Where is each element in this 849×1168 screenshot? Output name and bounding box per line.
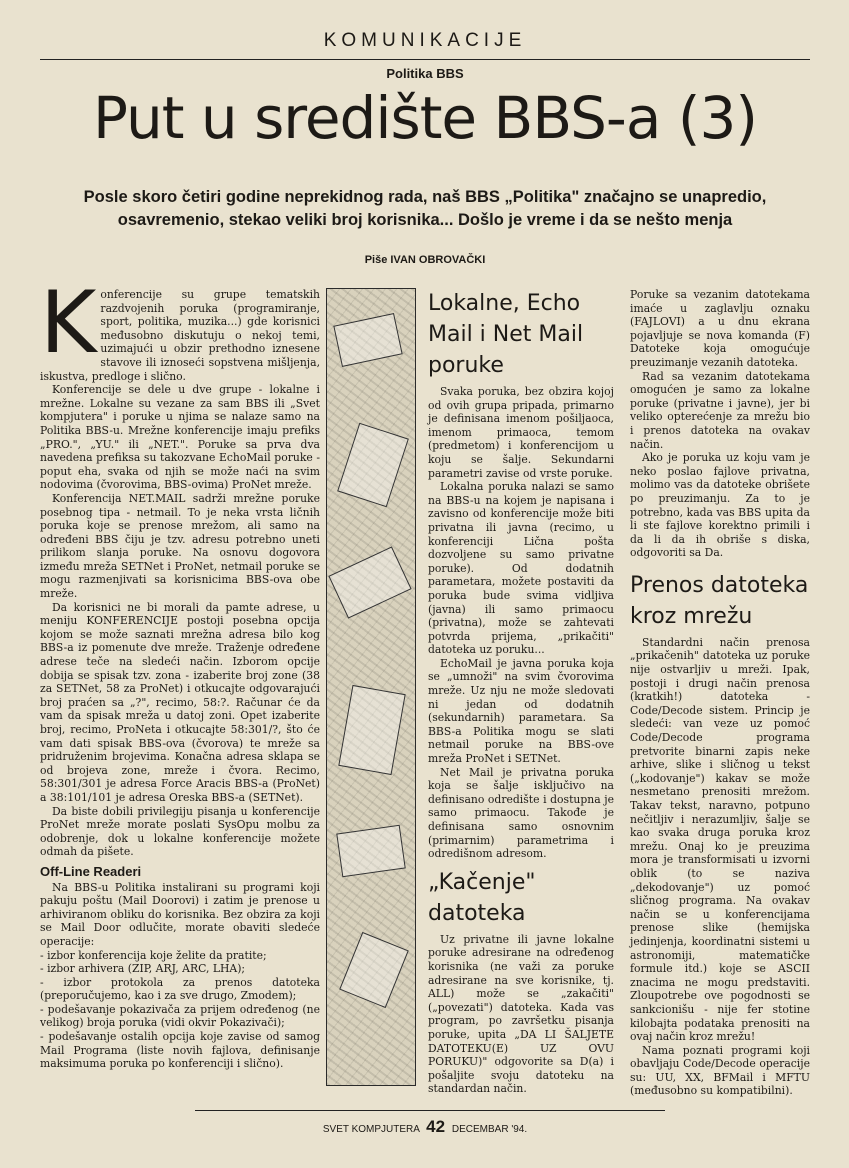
list-item: - podešavanje ostalih opcija koje zavise od samog Mail Programa (liste novih fajlova, definisanje maksimuma poruka po konferenciji i slično).	[40, 1030, 320, 1071]
paragraph: Na BBS-u Politika instalirani su programi koji pakuju poštu (Mail Doorovi) i zatim je prenose u arhiviranom obliku do korisnika. Bez obzira za koji se Mail Door odlučite, morate obaviti sledeće operacije:	[40, 880, 320, 948]
footer-rule	[195, 1110, 665, 1111]
illustration-envelope	[336, 825, 406, 877]
subheading-attaching-files: „Kačenje" datoteka	[428, 869, 536, 926]
column-3	[428, 288, 614, 1096]
article-title: Put u središte BBS-a (3)	[92, 84, 757, 152]
paragraph-text: onferencije su grupe tematskih razdvojenih poruka (programiranje, sport, politika, muzika...) gde korisnici međusobno diskutuju o nekoj temi, uzimajući u obzir prethodno iznesene stavove ili iznoseći sopstvena mišljenja, iskustva, predloge i slično.	[40, 288, 320, 383]
paragraph: Ako je poruka uz koju vam je neko poslao fajlove privatna, molimo vas da datoteke obrišete po preuzimanju. Za to je potrebno, kada vas BBS upita da li ste fajlove korektno primili i da li da ih obriše s diska, odgovoriti sa Da.	[630, 451, 810, 560]
decorative-illustration	[326, 288, 416, 1086]
illustration-envelope	[333, 313, 402, 367]
list-item: - izbor protokola za prenos datoteka (preporučujemo, kao i za sve drugo, Zmodem);	[40, 975, 320, 1003]
list-item: - izbor konferencija koje želite da pratite;	[40, 948, 267, 962]
paragraph: Nama poznati programi koji obavljaju Code/Decode operacije su: UU, XX, BFMail i MFTU (međusobno su kompatibilni).	[630, 1043, 810, 1098]
illustration-phone	[338, 685, 405, 775]
paragraph: Svaka poruka, bez obzira kojoj od ovih grupa pripada, primarno je definisana imenom pošiljaoca, imenom primaoca, temom (predmetom) i konferencijom u koju se šalje. Sekundarni parametri zavise od vrste poruke.	[428, 385, 614, 480]
header-rule	[40, 59, 810, 60]
kicker: Politika BBS	[386, 66, 464, 81]
operations-list	[40, 949, 320, 1071]
paragraph: Lokalna poruka nalazi se samo na BBS-u na kojem je napisana i zavisno od konferencije može biti privatna ili javna (recimo, u konferenciji Lična pošta dozvoljene su samo privatne poruke). Od dodatnih parametara, možete postaviti da poruka bude svima vidljiva (javna) ili samo primaocu (privatna), može se zahtevati potvrda prijema, „prikačiti" datoteka uz poruku...	[428, 480, 614, 657]
paragraph: Uz privatne ili javne lokalne poruke adresirane na određenog korisnika (ne važi za poruke adresirane na sve korisnike, tj. ALL) može se „zakačiti" („povezati") datoteka. Kada vas program, po završetku pisanja poruke, upita „DA LI ŠALJETE DATOTEKU(E) UZ OVU PORUKU)" odgovorite sa D(a) i pošaljite svoju datoteku na standardan način.	[428, 932, 614, 1096]
paragraph: Da biste dobili privilegiju pisanja u konferencije ProNet mreže morate poslati SysOpu molbu za odobrenje, dok u lokalne konferencije možete odmah da pišete.	[40, 804, 320, 859]
paragraph: Standardni način prenosa „prikačenih" datoteka uz poruke nije ostvarljiv u mreži. Ipak, postoji i drugi način prenosa (kratkih!) datoteka - Code/Decode sistem. Princip je sledeći: van veze uz pomoć Code/Decode programa pretvorite binarni zapis neke arhive, slike i sličnog u tekst („kodovanje") kakav se može nesmetano prenositi mrežom. Takav tekst, naravno, potpuno nečitljiv i nerazumljiv, šalje se kao svaka druga poruka kroz mrežu. Onaj ko je preuzima mora je transformisati u izvorni oblik (to se naziva „dekodovanje") uz pomoć sličnog programa. Na ovakav način se u konferencijama prenose slike (hemijska jedinjenja, koordinatni sistemi u astronomiji, matematičke formule itd.) koje se ASCII znacima ne mogu predstaviti. Zloupotrebe ove pogodnosti se sankcionišu - nije fer stotine kilobajta podataka prenositi na ovaj način kroz mrežu!	[630, 635, 810, 1044]
subheading-offline-readers: Off-Line Readeri	[40, 863, 142, 879]
list-item: - izbor arhivera (ZIP, ARJ, ARC, LHA);	[40, 962, 246, 976]
paragraph: Konferencije se dele u dve grupe - lokalne i mrežne. Lokalne su vezane za sam BBS ili „Svet kompjutera" i poruke u njima se nalaze samo na Politika BBS-u. Mrežne konferencije imaju prefiks „PRO.", „YU." ili „NET.". Poruke sa prva dva navedena prefiksa su takozvane EchoMail poruke - poput eha, svaka od njih se može naći na svim nodovima (čvorovima, BBS-ovima) ProNet mreže.	[40, 383, 320, 492]
subheading-message-types: Lokalne, Echo Mail i Net Mail poruke	[428, 291, 584, 378]
page-number: 42	[426, 1117, 446, 1136]
paragraph: Poruke sa vezanim datotekama imaće u zaglavlju oznaku (FAJLOVI) a u dnu ekrana pojavljuje se nova komanda (F) Datoteke koja omogućuje preuzimanje vezanih datoteka.	[630, 288, 810, 369]
paragraph: EchoMail je javna poruka koja se „umnoži" na svim čvorovima mreže. Uz nju ne može sledovati ni jedan od dodatnih (sekundarnih) parametara. Sa BBS-a Politika mogu se slati netmail poruke na BBS-ove mreža ProNet i SETNet.	[428, 656, 614, 766]
article-lead: Posle skoro četiri godine neprekidnog rada, naš BBS „Politika" značajno se unapredio, osavremenio, stekao veliki broj korisnika... Došlo je vreme i da se nešto menja	[83, 188, 767, 229]
column-4	[630, 288, 810, 1098]
list-item: - podešavanje pokazivača za prijem određenog (ne velikog) broja poruka (vidi okvir Pokazivači);	[40, 1002, 320, 1030]
subheading-network-transfer: Prenos datoteka kroz mrežu	[630, 572, 809, 629]
section-header: KOMUNIKACIJE	[323, 30, 527, 51]
paragraph: Rad sa vezanim datotekama omogućen je samo za lokalne poruke (privatne i javne), jer bi veliko opterećenje za mrežu bio i prenos datoteka na ovakav način.	[630, 369, 810, 451]
drop-cap: K	[40, 273, 97, 373]
magazine-name: SVET KOMPJUTERA	[322, 1124, 420, 1135]
paragraph: Net Mail je privatna poruka koja se šalje isključivo na definisano odredište i dostupna je samo primaocu. Takođe je definisana samo osnovnim (primarnim) parametrima i odredišnom adresom.	[428, 765, 614, 861]
issue-date: DECEMBAR '94.	[451, 1124, 528, 1135]
illustration-envelope	[328, 546, 411, 618]
paragraph: Da korisnici ne bi morali da pamte adrese, u meniju KONFERENCIJE postoji posebna opcija kojom se može saznati mrežna adresa bilo kog BBS-a iz pomenute dve mreže. Traženje određene adrese teče na sledeći način. Izborom opcije dobija se spisak tzv. zona - izaberite broj zone (38 za SETNet, 58 za ProNet) i otkucajte odgovarajući broj praćen sa „?", recimo, 58:?. Računar će da vam da spisak mreža u datoj zoni. Opet izaberite broj, recimo, ProNeta i otkucajte 58:301/?, što će vam dati spisak BBS-ova (čvorova) te mreže sa pridruženim brojevima. Konačna adresa sklapa se od brojeva zone, mreže i čvora. Recimo, 58:301/301 je adresa Force Aracis BBS-a (ProNet) a 38:101/101 je adresa Oreska BBS-a (SETNet).	[40, 600, 320, 804]
byline: Piše IVAN OBROVAČKI	[364, 254, 486, 266]
paragraph: Konferencija NET.MAIL sadrži mrežne poruke posebnog tipa - netmail. To je neka vrsta ličnih poruka koje se prenose mrežom, ali samo na određeni BBS čiju je tzv. adresu potrebno uneti prilikom slanja poruke. Na osnovu dogovora između mreža SETNet i ProNet, netmail poruke se mogu razmenjivati sa korisnicima BBS-ova obe mreže.	[40, 491, 320, 601]
paragraph	[40, 273, 320, 383]
illustration-paper	[339, 932, 409, 1008]
page-footer	[40, 1117, 810, 1137]
illustration-paper	[337, 423, 409, 508]
column-1	[40, 273, 320, 1071]
